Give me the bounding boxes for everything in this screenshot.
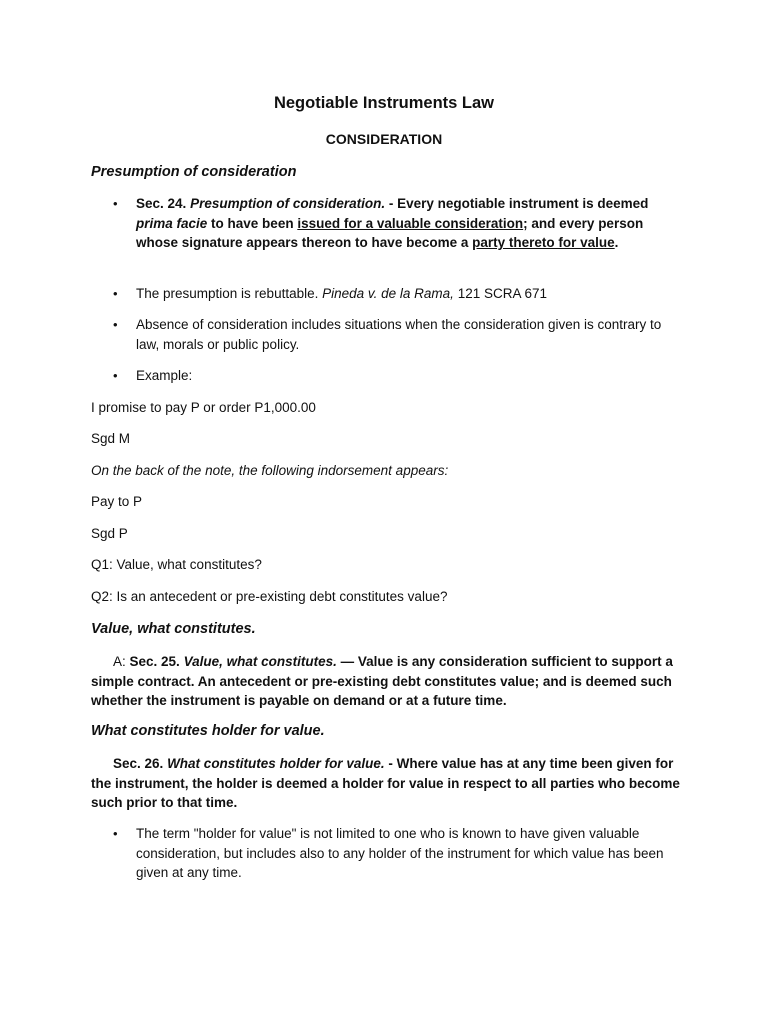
answer-label: A: [113, 654, 130, 669]
sec25-text: — Value is any consideration sufficient to support a simple contract. An antecedent or pre-existing debt constitutes value; and is deemed such whether the instrument is payable on demand or at a future time. [91, 654, 673, 708]
example-label: Example: [136, 368, 193, 383]
sec26-title: What constitutes holder for value. [167, 756, 385, 771]
example-pay-to: Pay to P [91, 494, 143, 509]
rebuttable-text-part: 121 SCRA 671 [453, 286, 548, 301]
sec24-title: Presumption of consideration. [190, 196, 386, 211]
section-heading-value: Value, what constitutes. [91, 621, 256, 637]
rebuttable-text-part: The presumption is rebuttable. [136, 286, 323, 301]
question-1: Q1: Value, what constitutes? [91, 557, 262, 572]
case-citation: Pineda v. de la Rama, [322, 286, 454, 301]
sec26-paragraph [91, 754, 683, 813]
rebuttable-text [136, 284, 681, 304]
holder-note-text: The term "holder for value" is not limited to one who is known to have given valuable consideration, but includes also to any holder of the instrument for which value has been given at any time. [136, 826, 664, 880]
example-sgd-p: Sgd P [91, 526, 128, 541]
sec24-text-part: to have been [207, 215, 298, 231]
example-back-note: On the back of the note, the following indorsement appears: [91, 463, 449, 478]
sec25-title: Value, what constitutes. [183, 654, 337, 669]
section-heading-holder: What constitutes holder for value. [91, 723, 325, 739]
sec26-label: Sec. 26. [113, 756, 164, 771]
section-heading-presumption: Presumption of consideration [91, 164, 297, 180]
sec24-text-part: ; and every person whose signature appears thereon to have become a [136, 215, 644, 250]
bullet-marker: • [113, 368, 118, 383]
bullet-marker: • [113, 826, 118, 841]
sec24-text-part: - Every negotiable instrument is deemed [385, 196, 649, 211]
document-subtitle: CONSIDERATION [325, 131, 443, 147]
sec25-paragraph [91, 652, 683, 711]
bullet-marker: • [113, 196, 118, 211]
sec25-label: Sec. 25. [129, 654, 180, 669]
sec24-text [136, 194, 656, 253]
document-title: Negotiable Instruments Law [273, 94, 495, 112]
sec24-underlined-party: party thereto for value [472, 235, 615, 250]
sec24-underlined-consideration: issued for a valuable consideration [297, 215, 524, 231]
sec24-text-part: . [614, 235, 619, 250]
sec26-text: - Where value has at any time been given for the instrument, the holder is deemed a holder for value in respect to all parties who become such prior to that time. [91, 756, 680, 810]
bullet-marker: • [113, 317, 118, 332]
example-sgd-m: Sgd M [91, 431, 131, 446]
absence-text: Absence of consideration includes situations when the consideration given is contrary to law, morals or public policy. [136, 317, 662, 352]
question-2: Q2: Is an antecedent or pre-existing debt constitutes value? [91, 589, 448, 604]
bullet-marker: • [113, 286, 118, 301]
example-promise: I promise to pay P or order P1,000.00 [91, 400, 316, 415]
sec24-label: Sec. 24. [136, 196, 187, 211]
sec24-prima-facie: prima facie [136, 215, 208, 231]
